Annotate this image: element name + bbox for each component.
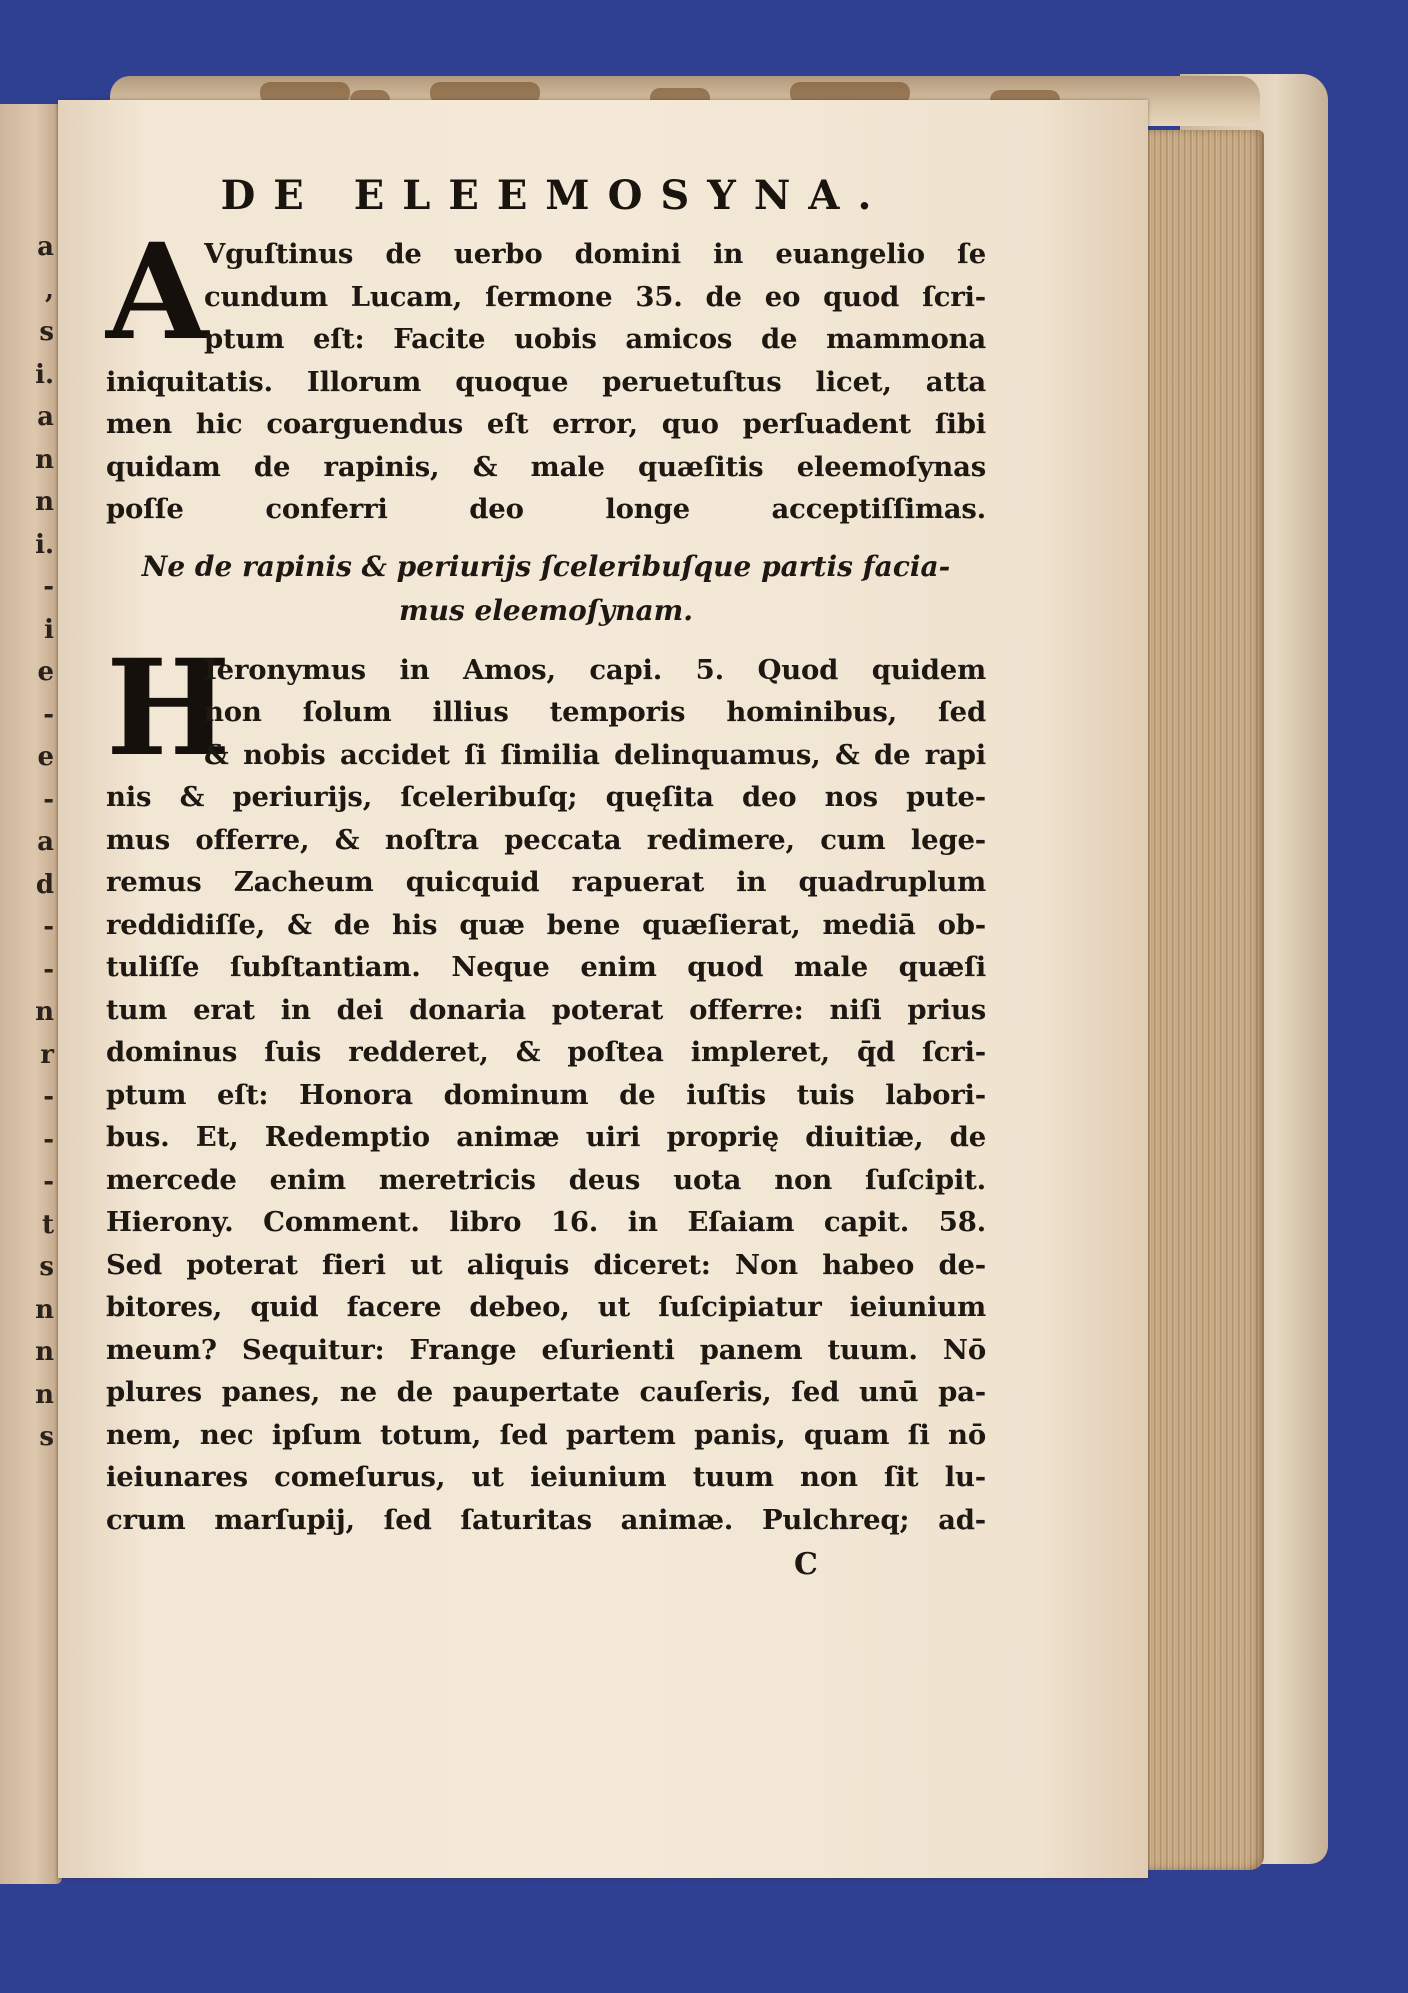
left-page-fragment: r (40, 1039, 54, 1070)
paragraph-lines (106, 215, 986, 531)
text-line: Sed poterat fieri ut aliquis diceret: Non habeo de- (106, 1248, 986, 1281)
left-page-fragment: i. (35, 359, 54, 390)
left-page-fragment: - (43, 954, 54, 985)
text-line: Ne de rapinis & periurijs ſceleribuſque partis facia- (141, 549, 951, 583)
left-page-fragment: d (35, 869, 54, 900)
left-page-fragment: , (44, 274, 54, 305)
text-line: cundum Lucam, ſermone 35. de eo quod ſcri- (204, 280, 986, 313)
text-line: non ſolum illius temporis hominibus, ſed (204, 696, 986, 728)
paragraph-augustinus (106, 215, 986, 531)
text-line: mus offerre, & noſtra peccata redimere, cum lege- (106, 823, 986, 856)
text-line: iniquitatis. Illorum quoque peruetuſtus licet, atta (106, 365, 986, 398)
signature-mark: C (794, 1547, 818, 1582)
left-page-fragment: t (41, 1209, 54, 1240)
left-page-fragment: n (35, 444, 54, 475)
left-page-fragment: a (37, 402, 54, 432)
left-page-fragment: s (39, 1252, 54, 1282)
left-page-fragment: s (39, 1422, 54, 1452)
text-line: mus eleemoſynam. (398, 593, 694, 627)
left-facing-page (0, 104, 62, 1884)
drop-cap-h: H (106, 630, 231, 786)
text-line: Hierony. Comment. libro 16. in Eſaiam capit. 58. (106, 1206, 986, 1238)
drop-cap-a: A (106, 215, 209, 370)
left-page-fragment: - (43, 572, 54, 602)
text-line: remus Zacheum quicquid rapuerat in quadruplum (106, 866, 986, 898)
text-line: & nobis accidet ſi ſimilia delinquamus, & de rapi (204, 738, 986, 771)
left-page-fragment: e (37, 657, 54, 687)
text-line: tum erat in dei donaria poterat offerre: niſi prius (106, 993, 986, 1026)
left-page-fragment: i (44, 614, 54, 645)
left-page-fragment: s (39, 317, 54, 347)
text-line: mercede enim meretricis deus uota non ſuſcipit. (106, 1163, 986, 1196)
text-line: nis & periurijs, ſceleribuſq; quęſita deo nos pute- (106, 781, 986, 813)
left-page-fragment: - (43, 1124, 54, 1155)
left-page-fragment: a (37, 232, 54, 262)
section-heading (106, 545, 986, 633)
running-head: DE ELEEMOSYNA. (220, 172, 890, 219)
heading-lines (106, 545, 986, 633)
left-page-fragment: - (43, 784, 54, 815)
left-page-fragment: - (43, 912, 54, 942)
left-page-fragment: n (35, 1337, 54, 1367)
text-line: poſſe conferri deo longe acceptiſſimas. (106, 493, 986, 525)
text-line: Ieronymus in Amos, capi. 5. Quod quidem (204, 653, 986, 686)
text-block (106, 172, 986, 1582)
book-page (58, 100, 1148, 1878)
text-line: nem, nec ipſum totum, ſed partem panis, quam ſi nō (106, 1418, 986, 1451)
left-page-fragment: n (35, 1294, 54, 1325)
paragraph-hieronymus (106, 630, 986, 1542)
paragraph-lines (106, 630, 986, 1542)
text-line: reddidiſſe, & de his quæ bene quæſierat, mediā ob- (106, 908, 986, 941)
text-line: men hic coarguendus eſt error, quo perſuadent ſibi (106, 408, 986, 440)
text-line: ptum eſt: Honora dominum de iuſtis tuis labori- (106, 1078, 986, 1111)
text-line: ptum eſt: Facite uobis amicos de mammona (204, 323, 986, 355)
text-line: ieiunares comeſurus, ut ieiunium tuum non ſit lu- (106, 1461, 986, 1493)
left-page-fragment: i. (35, 529, 54, 560)
text-line: tuliſſe ſubſtantiam. Neque enim quod male quæſi (106, 951, 986, 983)
left-page-fragment: a (37, 827, 54, 857)
text-line: plures panes, ne de paupertate cauſeris, ſed unū pa- (106, 1376, 986, 1408)
text-line: quidam de rapinis, & male quæſitis eleemoſynas (106, 450, 986, 483)
left-page-fragment: e (37, 742, 54, 772)
left-page-fragment: n (35, 487, 54, 517)
left-page-fragment: - (43, 699, 54, 730)
left-page-fragment: - (43, 1082, 54, 1112)
left-page-fragment: n (35, 997, 54, 1027)
text-line: crum marſupij, ſed ſaturitas animæ. Pulchreq; ad- (106, 1503, 986, 1536)
text-line: Vguſtinus de uerbo domini in euangelio ſe (204, 238, 986, 270)
left-page-fragment: - (43, 1167, 54, 1197)
text-line: dominus ſuis redderet, & poſtea impleret, q̄d ſcri- (106, 1036, 986, 1068)
text-line: meum? Sequitur: Frange eſurienti panem tuum. Nō (106, 1333, 986, 1366)
text-line: bitores, quid facere debeo, ut ſuſcipiatur ieiunium (106, 1291, 986, 1323)
page-block-fore-edge (1140, 130, 1264, 1870)
text-line: bus. Et, Redemptio animæ uiri proprię diuitiæ, de (106, 1121, 986, 1153)
left-page-fragment: n (35, 1379, 54, 1410)
